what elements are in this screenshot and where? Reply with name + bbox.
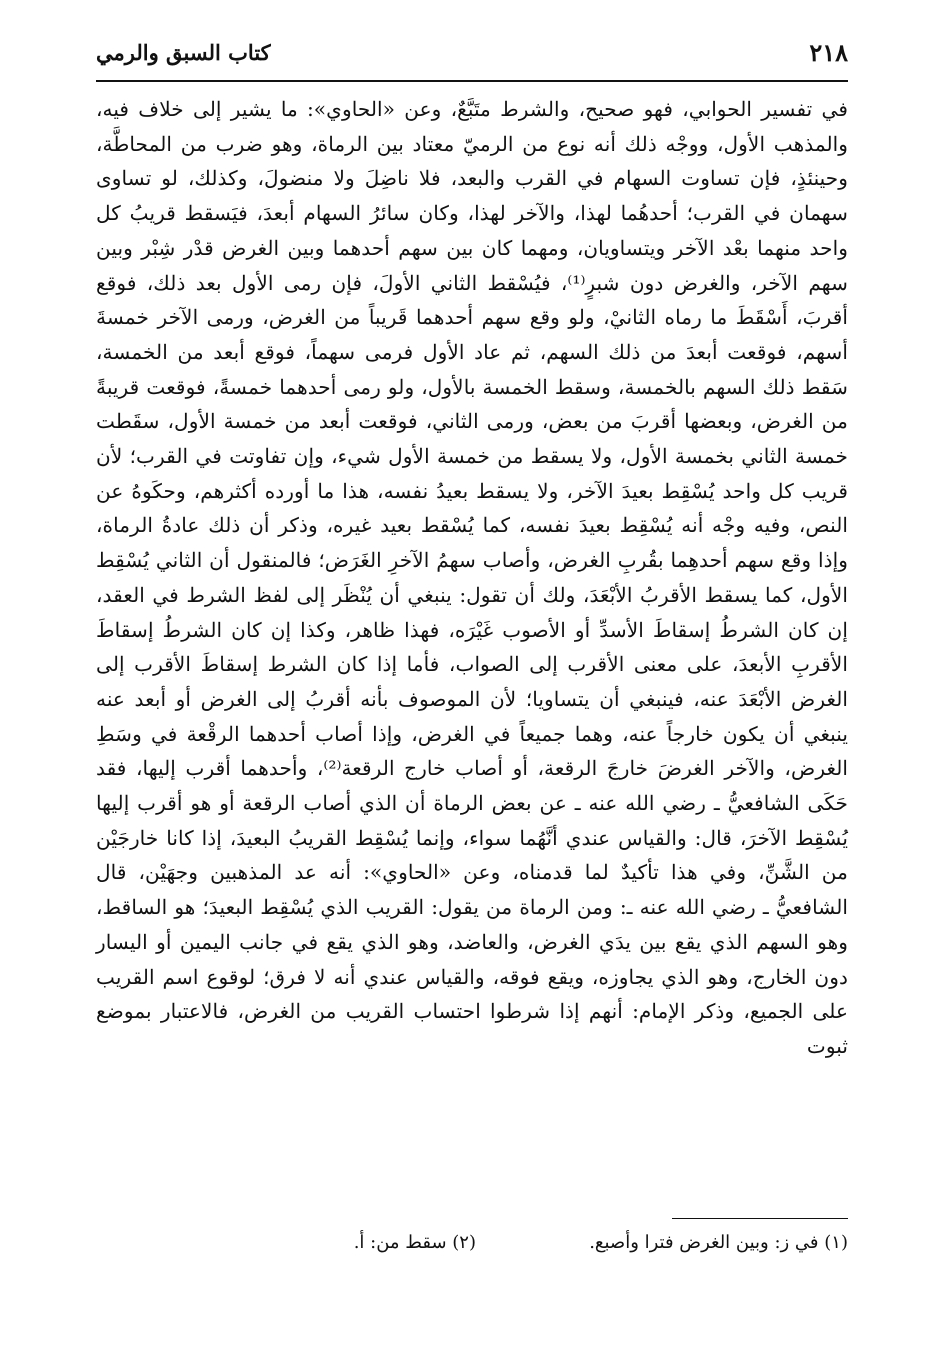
header-rule	[96, 80, 848, 82]
main-text-block	[96, 92, 848, 1064]
footnote-1: (١) في ز: وبين الغرض فترا وأصبع.	[589, 1232, 848, 1253]
running-title: كتاب السبق والرمي	[96, 40, 271, 65]
page-number: ٢١٨	[809, 38, 848, 67]
body-paragraph: في تفسير الحوابي، فهو صحيح، والشرط متَبَّعٌ، وعن «الحاوي»: ما يشير إلى خلاف فيه، والمذهب الأول، ووجْه ذلك أنه نوع من الرميّ معتاد بين الرماة، وهو ضرب من المحاطَّة، وحينئذٍ، فإن تساوت السهام في القرب والبعد، فلا ناضِلَ ولا منضولَ، وكذلك، لو تساوى سهمان في القرب؛ أحدهُما لهذا، والآخر لهذا، وكان سائرُ السهام أبعدَ، فيَسقط قريبُ كل واحد منهما بعْد الآخر ويتساويان، ومهما كان بين سهم أحدهما وبين الغرض قدْر شِبْر وبين سهم الآخر، والغرض دون شبرٍ⁽¹⁾، فيُسْقط الثاني الأولَ، فإن رمى الأول بعد ذلك، فوقع أقربَ، أَسْقَطَ ما رماه الثانيْ، ولو وقع سهم أحدهما قَريباً من الغرض، ورمى الآخر خمسةَ أسهم، فوقعت أبعدَ من ذلك السهم، ثم عاد الأول فرمى سهماً، فوقع أبعد من الخمسة، سَقط ذلك السهم بالخمسة، وسقط الخمسة بالأول، ولو رمى أحدهما خمسةً، فوقعت قريبةً من الغرض، وبعضها أقربَ من بعض، ورمى الثاني، فوقعت أبعد من خمسة الأول، سقَطت خمسة الثاني بخمسة الأول، ولا يسقط من خمسة الأول شيء، وإن تفاوتت في القرب؛ لأن قريب كل واحد يُسْقِط بعيدَ الآخر، ولا يسقط بعيدُ نفسه، هذا ما أورده أكثرهم، وحكَوهُ عن النص، وفيه وجْه أنه يُسْقِط بعيدَ نفسه، كما يُسْقط بعيد غيره، وذكر أن ذلك عادةُ الرماة، وإذا وقع سهم أحدهِما بقُربِ الغرض، وأصاب سهمُ الآخرِ الغَرَض؛ فالمنقول أن الثاني يُسْقِط الأول، كما يسقط الأقربُ الأبْعَدَ، ولك أن تقول: ينبغي أن يُنْظَر إلى لفظ الشرط في العقد، إن كان الشرطُ إسقاطَ الأسدِّ أو الأصوب غَيْرَه، فهذا ظاهر، وكذا إن كان الشرطُ إسقاطَ الأقربِ الأبعدَ، على معنى الأقرب إلى الصواب، فأما إذا كان الشرط إسقاطَ الأقرب إلى الغرض الأبْعَدَ عنه، فينبغي أن يتساويا؛ لأن الموصوف بأنه أقربُ إلى الغرض أو أبعد عنه ينبغي أن يكون خارجاً عنه، وهما جميعاً في الغرض، وإذا أصاب أحدهما الرقْعة في وسَطِ الغرض، والآخر الغرضَ خارجَ الرقعة، أو أصاب خارج الرقعة⁽²⁾، وأحدهما أقرب إليها، فقد حَكَى الشافعيُّ ـ رضي الله عنه ـ عن بعض الرماة أن الذي أصاب الرقعة أو هو أقرب إليها يُسْقِط الآخرَ، قال: والقياس عندي أنَّهُما سواء، وإنما يُسْقِط القريبُ البعيدَ، إذا كانا خارجَيْن من الشَّنِّ، وفي هذا تأكيدٌ لما قدمناه، وعن «الحاوي»: أنه عد المذهبين وجهَيْن، قال الشافعيُّ ـ رضي الله عنه ـ: ومن الرماة من يقول: القريب الذي يُسْقِط البعيدَ؛ هو الساقط، وهو السهم الذي يقع بين يدَي الغرض، والعاضد، وهو الذي يقع في جانب اليمين أو اليسار دون الخارج، وهو الذي يجاوزه، ويقع فوقه، والقياس عندي أنه لا فرق؛ لوقوع اسم القريب على الجميع، وذكر الإمام: أنهم إذا شرطوا احتساب القريب من الغرض، فالاعتبار بموضع ثبوت	[96, 97, 848, 1058]
page-header	[96, 38, 848, 72]
footnotes	[96, 1232, 848, 1266]
footnote-2: (٢) سقط من: أ.	[353, 1232, 476, 1253]
footnote-separator	[672, 1218, 848, 1219]
